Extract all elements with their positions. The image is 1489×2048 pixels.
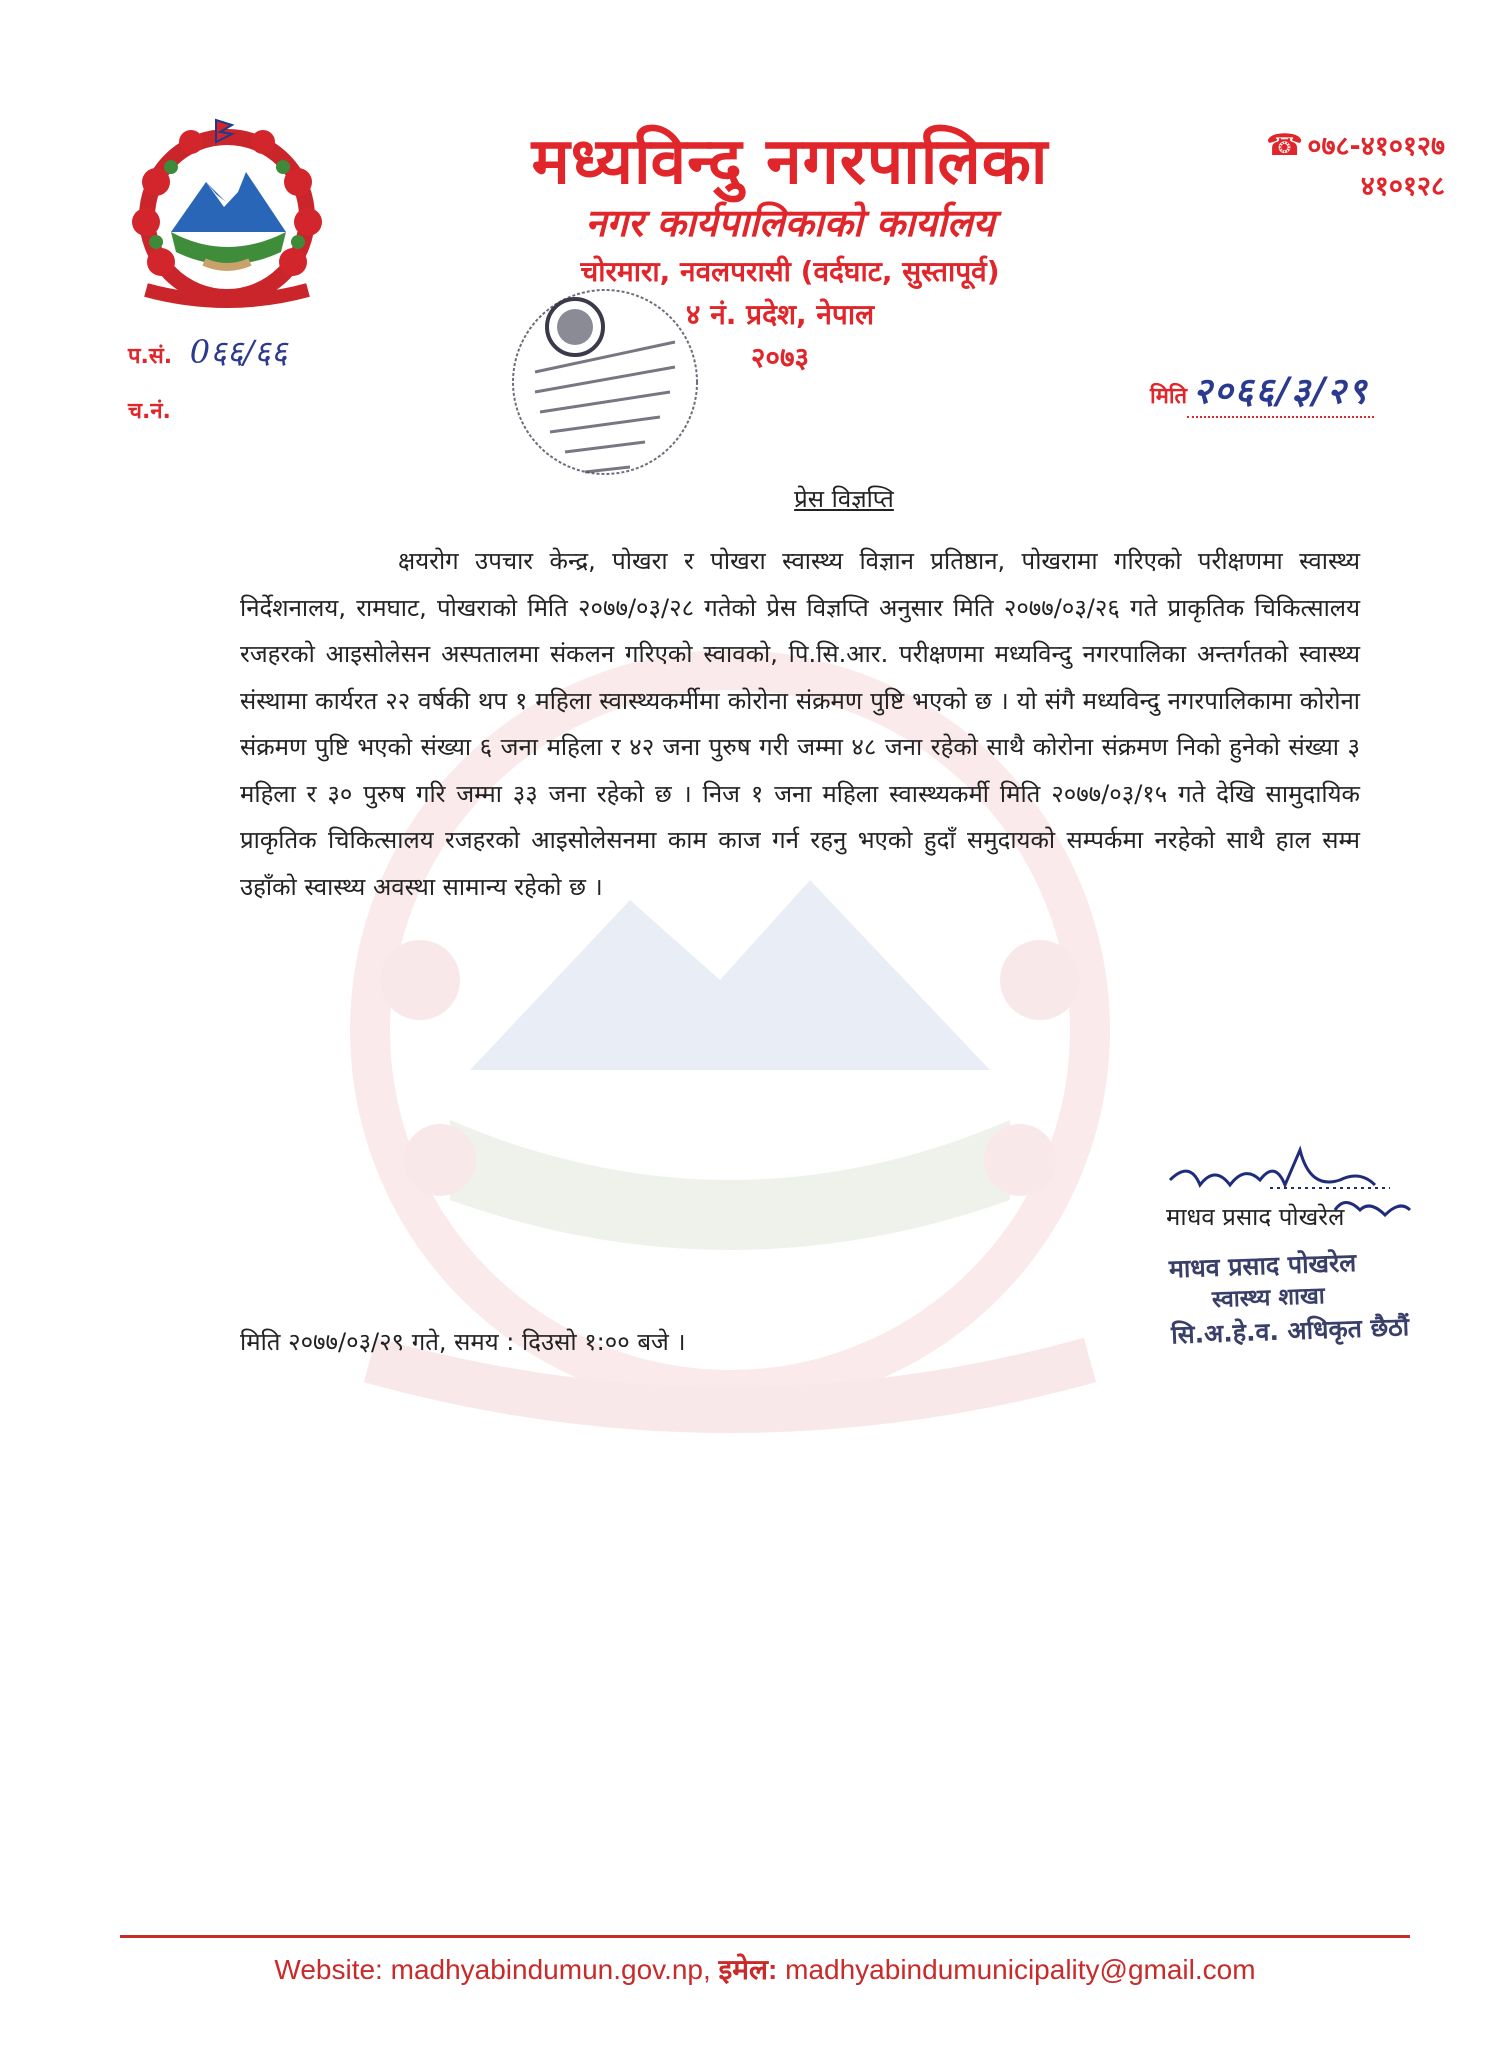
office-seal-stamp <box>505 282 705 492</box>
nepal-emblem-logo <box>116 112 338 312</box>
chalani-label: च.नं. <box>128 399 171 424</box>
phone-block <box>1200 126 1445 207</box>
phone-number-1: ०७८-४१०१२७ <box>1307 131 1445 162</box>
letter-body: क्षयरोग उपचार केन्द्र, पोखरा र पोखरा स्वास्थ्य विज्ञान प्रतिष्ठान, पोखरामा गरिएको परीक्षणमा स्वास्थ्य निर्देशनालय, रामघाट, पोखराको मिति २०७७/०३/२८ गतेको प्रेस विज्ञप्ति अनुसार मिति २०७७/०३/२६ गते प्राकृतिक चिकित्सालय रजहरको आइसोलेसन अस्पतालमा संकलन गरिएको स्वावको, पि.सि.आर. परीक्षणमा मध्यविन्दु नगरपालिका अन्तर्गतको स्वास्थ्य संस्थामा कार्यरत २२ वर्षकी थप १ महिला स्वास्थ्यकर्मीमा कोरोना संक्रमण पुष्टि भएको छ । यो संगै मध्यविन्दु नगरपालिकामा कोरोना संक्रमण पुष्टि भएको संख्या ६ जना महिला र ४२ जना पुरुष गरी जम्मा ४८ जना रहेको साथै कोरोना संक्रमण निको हुनेको संख्या ३ महिला र ३० पुरुष गरि जम्मा ३३ जना रहेको छ । निज १ जना महिला स्वास्थ्यकर्मी मिति २०७७/०३/१५ गते देखि सामुदायिक प्राकृतिक चिकित्सालय रजहरको आइसोलेसनमा काम काज गर्न रहनु भएको हुदाँ समुदायको सम्पर्कमा नरहेको साथै हाल सम्म उहाँको स्वास्थ्य अवस्था सामान्य रहेको छ । <box>240 547 1360 901</box>
patra-label: प.सं. <box>128 344 173 369</box>
province-line: ४ नं. प्रदेश, नेपाल <box>685 298 875 331</box>
phone-number-2: ४१०१२८ <box>1360 171 1445 202</box>
stamp-line-branch: स्वास्थ्य शाखा <box>1211 1283 1326 1314</box>
stamp-line-title: सि.अ.हे.व. अधिकृत छैठौं <box>1170 1312 1410 1350</box>
office-name: नगर कार्यपालिकाको कार्यालय <box>585 201 995 245</box>
patra-sankhya-row <box>128 330 287 373</box>
website-link[interactable]: madhyabindumun.gov.np, <box>390 1954 711 1985</box>
footer-contact <box>120 1950 1410 1988</box>
signatory-name: माधव प्रसाद पोखरेल <box>1166 1203 1345 1231</box>
date-value: २०६६/३/२९ <box>1193 370 1369 412</box>
established-year: २०७३ <box>750 341 810 374</box>
office-address: चोरमारा, नवलपरासी (वर्दघाट, सुस्तापूर्व) <box>580 255 1000 288</box>
officer-stamp <box>1168 1243 1431 1351</box>
municipality-name: मध्यविन्दु नगरपालिका <box>531 125 1049 199</box>
telephone-icon: ☎ <box>1266 128 1304 163</box>
footer-divider <box>120 1935 1410 1938</box>
stamp-line-name: माधव प्रसाद पोखरेल <box>1168 1248 1357 1284</box>
website-label: Website: <box>274 1954 383 1985</box>
email-label: इमेल: <box>718 1954 778 1985</box>
letter-heading: प्रेस विज्ञप्ति <box>794 485 894 513</box>
patra-value: 0६६/६६ <box>189 333 288 371</box>
date-row <box>1150 365 1374 418</box>
release-date-time: मिति २०७७/०३/२९ गते, समय : दिउसो १:०० बजे । <box>240 1328 686 1356</box>
email-link[interactable]: madhyabindumunicipality@gmail.com <box>785 1954 1256 1985</box>
date-label: मिति <box>1150 384 1188 409</box>
